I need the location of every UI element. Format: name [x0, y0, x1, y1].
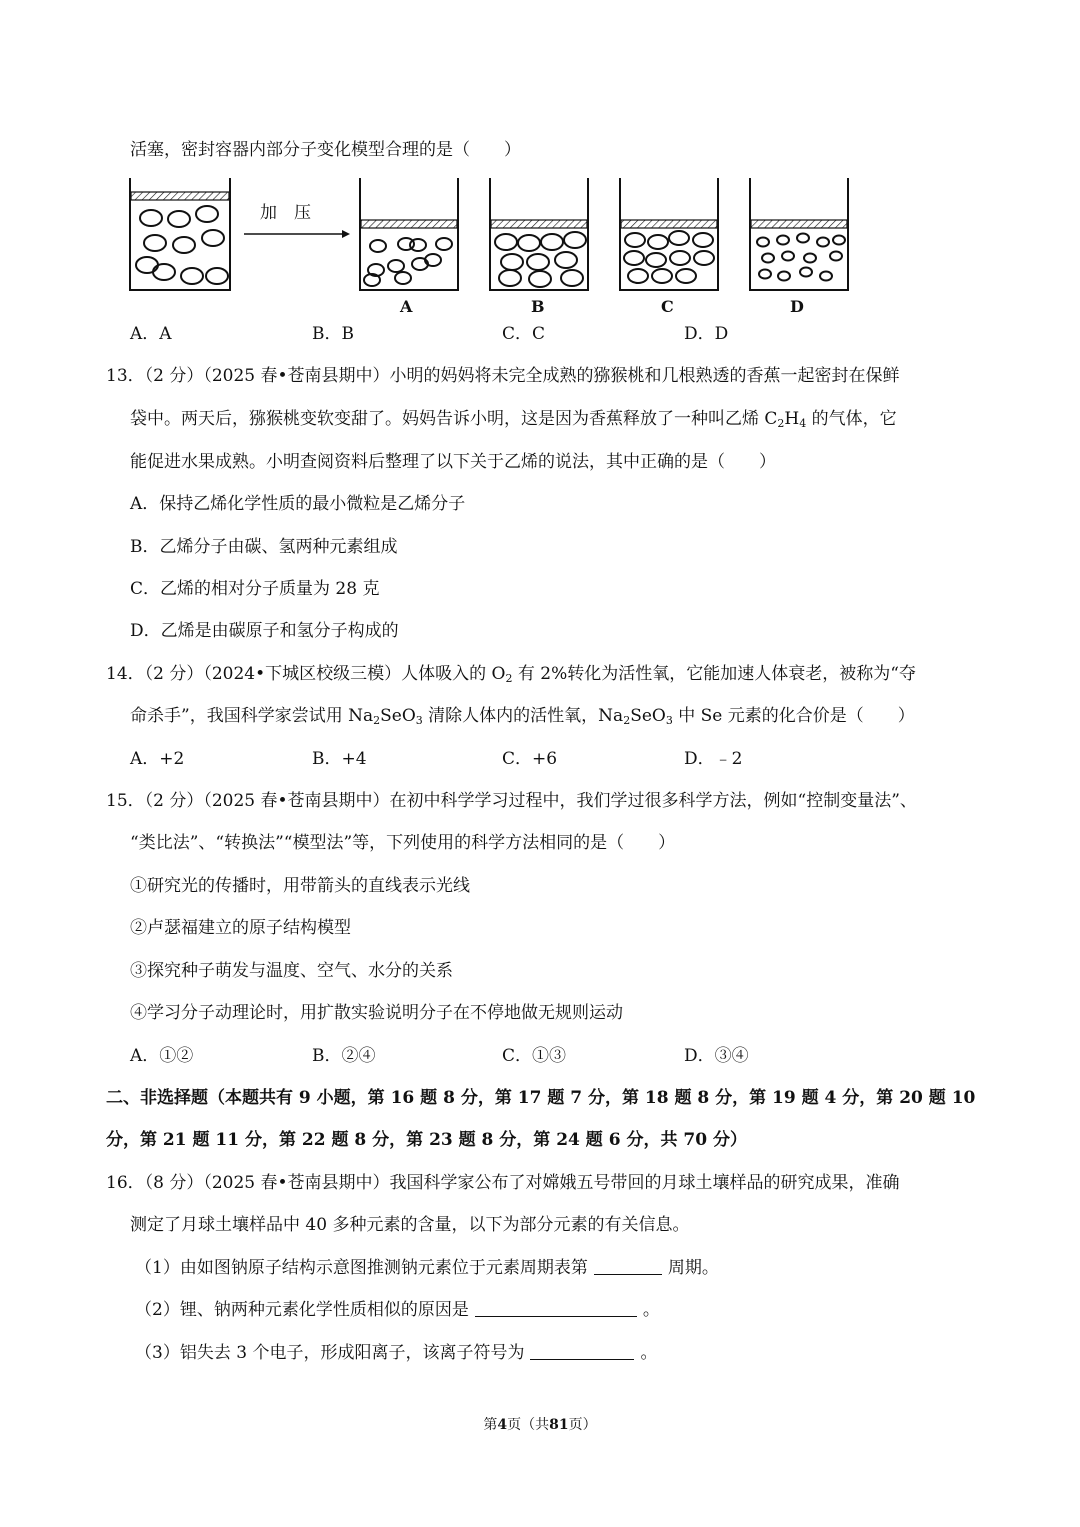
answer-blank-2[interactable]: [475, 1298, 637, 1317]
container-c: [620, 178, 718, 290]
q16-sub2: （2）锂、钠两种元素化学性质相似的原因是 。: [135, 1300, 660, 1320]
q13-stem-line1: 13．（2 分）（2025 春•苍南县期中）小明的妈妈将未完全成熟的猕猴桃和几根熟透的香蕉一起密封在保鲜: [106, 366, 900, 386]
q16-stem-line2: 测定了月球土壤样品中 40 多种元素的含量，以下为部分元素的有关信息。: [130, 1215, 690, 1235]
q12-figure: [120, 172, 860, 318]
page-footer: 第4页（共81页）: [483, 1417, 597, 1433]
q15-option-b[interactable]: B．②④: [312, 1046, 376, 1066]
q14-option-d[interactable]: D．﹣2: [684, 749, 743, 769]
q15-item-4: ④学习分子动理论时，用扩散实验说明分子在不停地做无规则运动: [130, 1003, 623, 1023]
q16-sub3: （3）铝失去 3 个电子，形成阳离子，该离子符号为 。: [135, 1343, 658, 1363]
q14-option-a[interactable]: A．+2: [130, 749, 185, 769]
q15-item-1: ①研究光的传播时，用带箭头的直线表示光线: [130, 876, 470, 896]
container-b: [490, 178, 588, 290]
q13-option-a[interactable]: A．保持乙烯化学性质的最小微粒是乙烯分子: [130, 494, 466, 514]
q12-option-b[interactable]: B．B: [312, 324, 354, 344]
q13-stem-line2: 袋中。两天后，猕猴桃变软变甜了。妈妈告诉小明，这是因为香蕉释放了一种叫乙烯 $C_2H_4$ 的气体，它: [130, 409, 897, 430]
q16-sub1: （1）由如图钠原子结构示意图推测钠元素位于元素周期表第 周期。: [135, 1258, 719, 1278]
answer-blank-3[interactable]: [530, 1341, 634, 1360]
section2-heading-line1: 二、非选择题（本题共有 9 小题，第 16 题 8 分，第 17 题 7 分，第 18 题 8 分，第 19 题 4 分，第 20 题 10: [106, 1088, 976, 1108]
q12-stem: 活塞，密封容器内部分子变化模型合理的是（ ）: [130, 140, 521, 160]
answer-blank-1[interactable]: [594, 1256, 662, 1275]
container-d: [750, 178, 848, 290]
label-b: B: [531, 297, 545, 316]
q16-stem-line1: 16．（8 分）（2025 春•苍南县期中）我国科学家公布了对嫦娥五号带回的月球土壤样品的研究成果，准确: [106, 1173, 900, 1193]
q13-option-b[interactable]: B．乙烯分子由碳、氢两种元素组成: [130, 537, 398, 557]
q15-option-d[interactable]: D．③④: [684, 1046, 749, 1066]
q14-stem-line2: 命杀手”，我国科学家尝试用 $Na_2SeO_3$ 清除人体内的活性氧，$Na_2SeO_3$ 中 Se 元素的化合价是（ ）: [130, 706, 915, 727]
q15-stem-line2: “类比法”、“转换法”“模型法”等，下列使用的科学方法相同的是（ ）: [130, 833, 676, 853]
q13-option-d[interactable]: D．乙烯是由碳原子和氢分子构成的: [130, 621, 399, 641]
original-container: [130, 178, 230, 290]
q15-option-c[interactable]: C．①③: [502, 1046, 567, 1066]
arrow-label: 加 压: [260, 203, 311, 223]
q12-option-c[interactable]: C．C: [502, 324, 546, 344]
q13-option-c[interactable]: C．乙烯的相对分子质量为 28 克: [130, 579, 380, 599]
q13-stem-line3: 能促进水果成熟。小明查阅资料后整理了以下关于乙烯的说法，其中正确的是（ ）: [130, 452, 776, 472]
q12-option-d[interactable]: D．D: [684, 324, 729, 344]
q15-stem-line1: 15．（2 分）（2025 春•苍南县期中）在初中科学学习过程中，我们学过很多科学方法，例如“控制变量法”、: [106, 791, 917, 811]
q15-option-a[interactable]: A．①②: [130, 1046, 194, 1066]
container-a: [360, 178, 458, 290]
label-a: A: [400, 297, 413, 316]
section2-heading-line2: 分，第 21 题 11 分，第 22 题 8 分，第 23 题 8 分，第 24 题 6 分，共 70 分）: [106, 1130, 747, 1150]
q14-option-b[interactable]: B．+4: [312, 749, 367, 769]
q15-item-3: ③探究种子萌发与温度、空气、水分的关系: [130, 961, 453, 981]
label-c: C: [661, 297, 674, 316]
label-d: D: [790, 297, 804, 316]
q12-option-a[interactable]: A．A: [130, 324, 172, 344]
q15-item-2: ②卢瑟福建立的原子结构模型: [130, 918, 351, 938]
q14-option-c[interactable]: C．+6: [502, 749, 558, 769]
q14-stem-line1: 14．（2 分）（2024•下城区校级三模）人体吸入的 $O_2$ 有 2%转化为活性氧，它能加速人体衰老，被称为“夺: [106, 664, 916, 685]
pressurize-arrow: [244, 203, 350, 238]
